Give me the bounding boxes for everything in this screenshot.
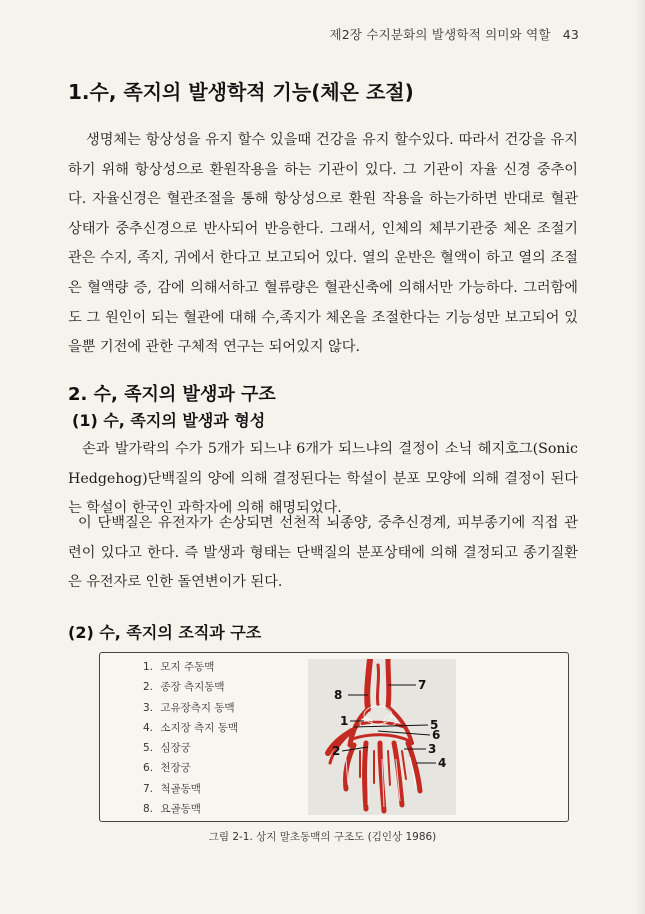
legend-item: 8. 요골동맥 (143, 803, 201, 816)
hand-artery-illustration (308, 659, 456, 815)
chapter-title: 제2장 수지분화의 발생학적 의미와 역할 (329, 27, 551, 42)
legend-item: 3. 고유장측지 동맥 (143, 701, 235, 714)
legend-item: 7. 척골동맥 (143, 782, 201, 795)
subsection-1-heading: (1) 수, 족지의 발생과 형성 (72, 411, 266, 430)
subsection-1-paragraph-1: 손과 발가락의 수가 5개가 되느냐 6개가 되느냐의 결정이 소닉 헤지호그(Sonic Hedgehog)단백질의 양에 의해 결정된다는 학설이 분포 모양에 의해 결정이 된다는 학설이 한국인 과학자에 의해 해명되었다. (68, 441, 578, 517)
running-header (329, 25, 579, 43)
callout-2: 2 (332, 744, 341, 758)
section-2-heading: 2. 수, 족지의 발생과 구조 (68, 384, 276, 405)
callout-4: 4 (438, 756, 447, 770)
callout-8: 8 (334, 688, 343, 702)
page-number: 43 (562, 27, 579, 42)
callout-6: 6 (432, 728, 441, 742)
subsection-1-paragraph-2: 이 단백질은 유전자가 손상되면 선천적 뇌종양, 중추신경계, 피부종기에 직접 관련이 있다고 한다. 즉 발생과 형태는 단백질의 분포상태에 의해 결정되고 종기질환은 유전자로 인한 돌연변이가 된다. (68, 515, 578, 591)
legend-item: 1. 모지 주동맥 (143, 661, 215, 673)
legend-item: 6. 천장궁 (143, 762, 191, 775)
page-edge-shadow (635, 0, 645, 914)
section-1-heading: 1.수, 족지의 발생학적 기능(체온 조절) (68, 80, 414, 104)
figure-caption: 그림 2-1. 상지 말초동맥의 구조도 (김인상 1986) (208, 831, 437, 843)
figure-frame (99, 652, 569, 822)
legend-item: 2. 종장 측지동맥 (143, 681, 225, 694)
callout-5: 5 (430, 718, 439, 732)
callout-7: 7 (418, 678, 427, 692)
callout-1: 1 (340, 714, 349, 728)
legend-item: 4. 소지장 측지 동맥 (143, 721, 239, 734)
legend-item: 5. 심장궁 (143, 742, 191, 755)
callout-3: 3 (428, 742, 437, 756)
figure-legend (143, 657, 238, 819)
section-1-paragraph: 생명체는 항상성을 유지 할수 있을때 건강을 유지 할수있다. 따라서 건강을 유지하기 위해 항상성으로 환원작용을 하는 기관이 있다. 그 기관이 자율 신경 중추이다. 자율신경은 혈관조절을 통해 항상성으로 환원 작용을 하는가하면 반대로 혈관상태가 중추신경으로 반사되어 반응한다. 그래서, 인체의 체부기관중 체온 조절기관은 수지, 족지, 귀에서 한다고 보고되어 있다. 열의 운반은 혈액이 하고 열의 조절은 혈액량 증, 감에 의해서하고 혈류량은 혈관신축에 의해서만 가능하다. 그러함에도 그 원인이 되는 혈관에 대해 수,족지가 체온을 조절한다는 기능성만 보고되어 있을뿐 기전에 관한 구체적 연구는 되어있지 않다. (68, 132, 578, 356)
subsection-2-heading: (2) 수, 족지의 조직과 구조 (68, 623, 262, 642)
hand-artery-svg (308, 659, 456, 815)
